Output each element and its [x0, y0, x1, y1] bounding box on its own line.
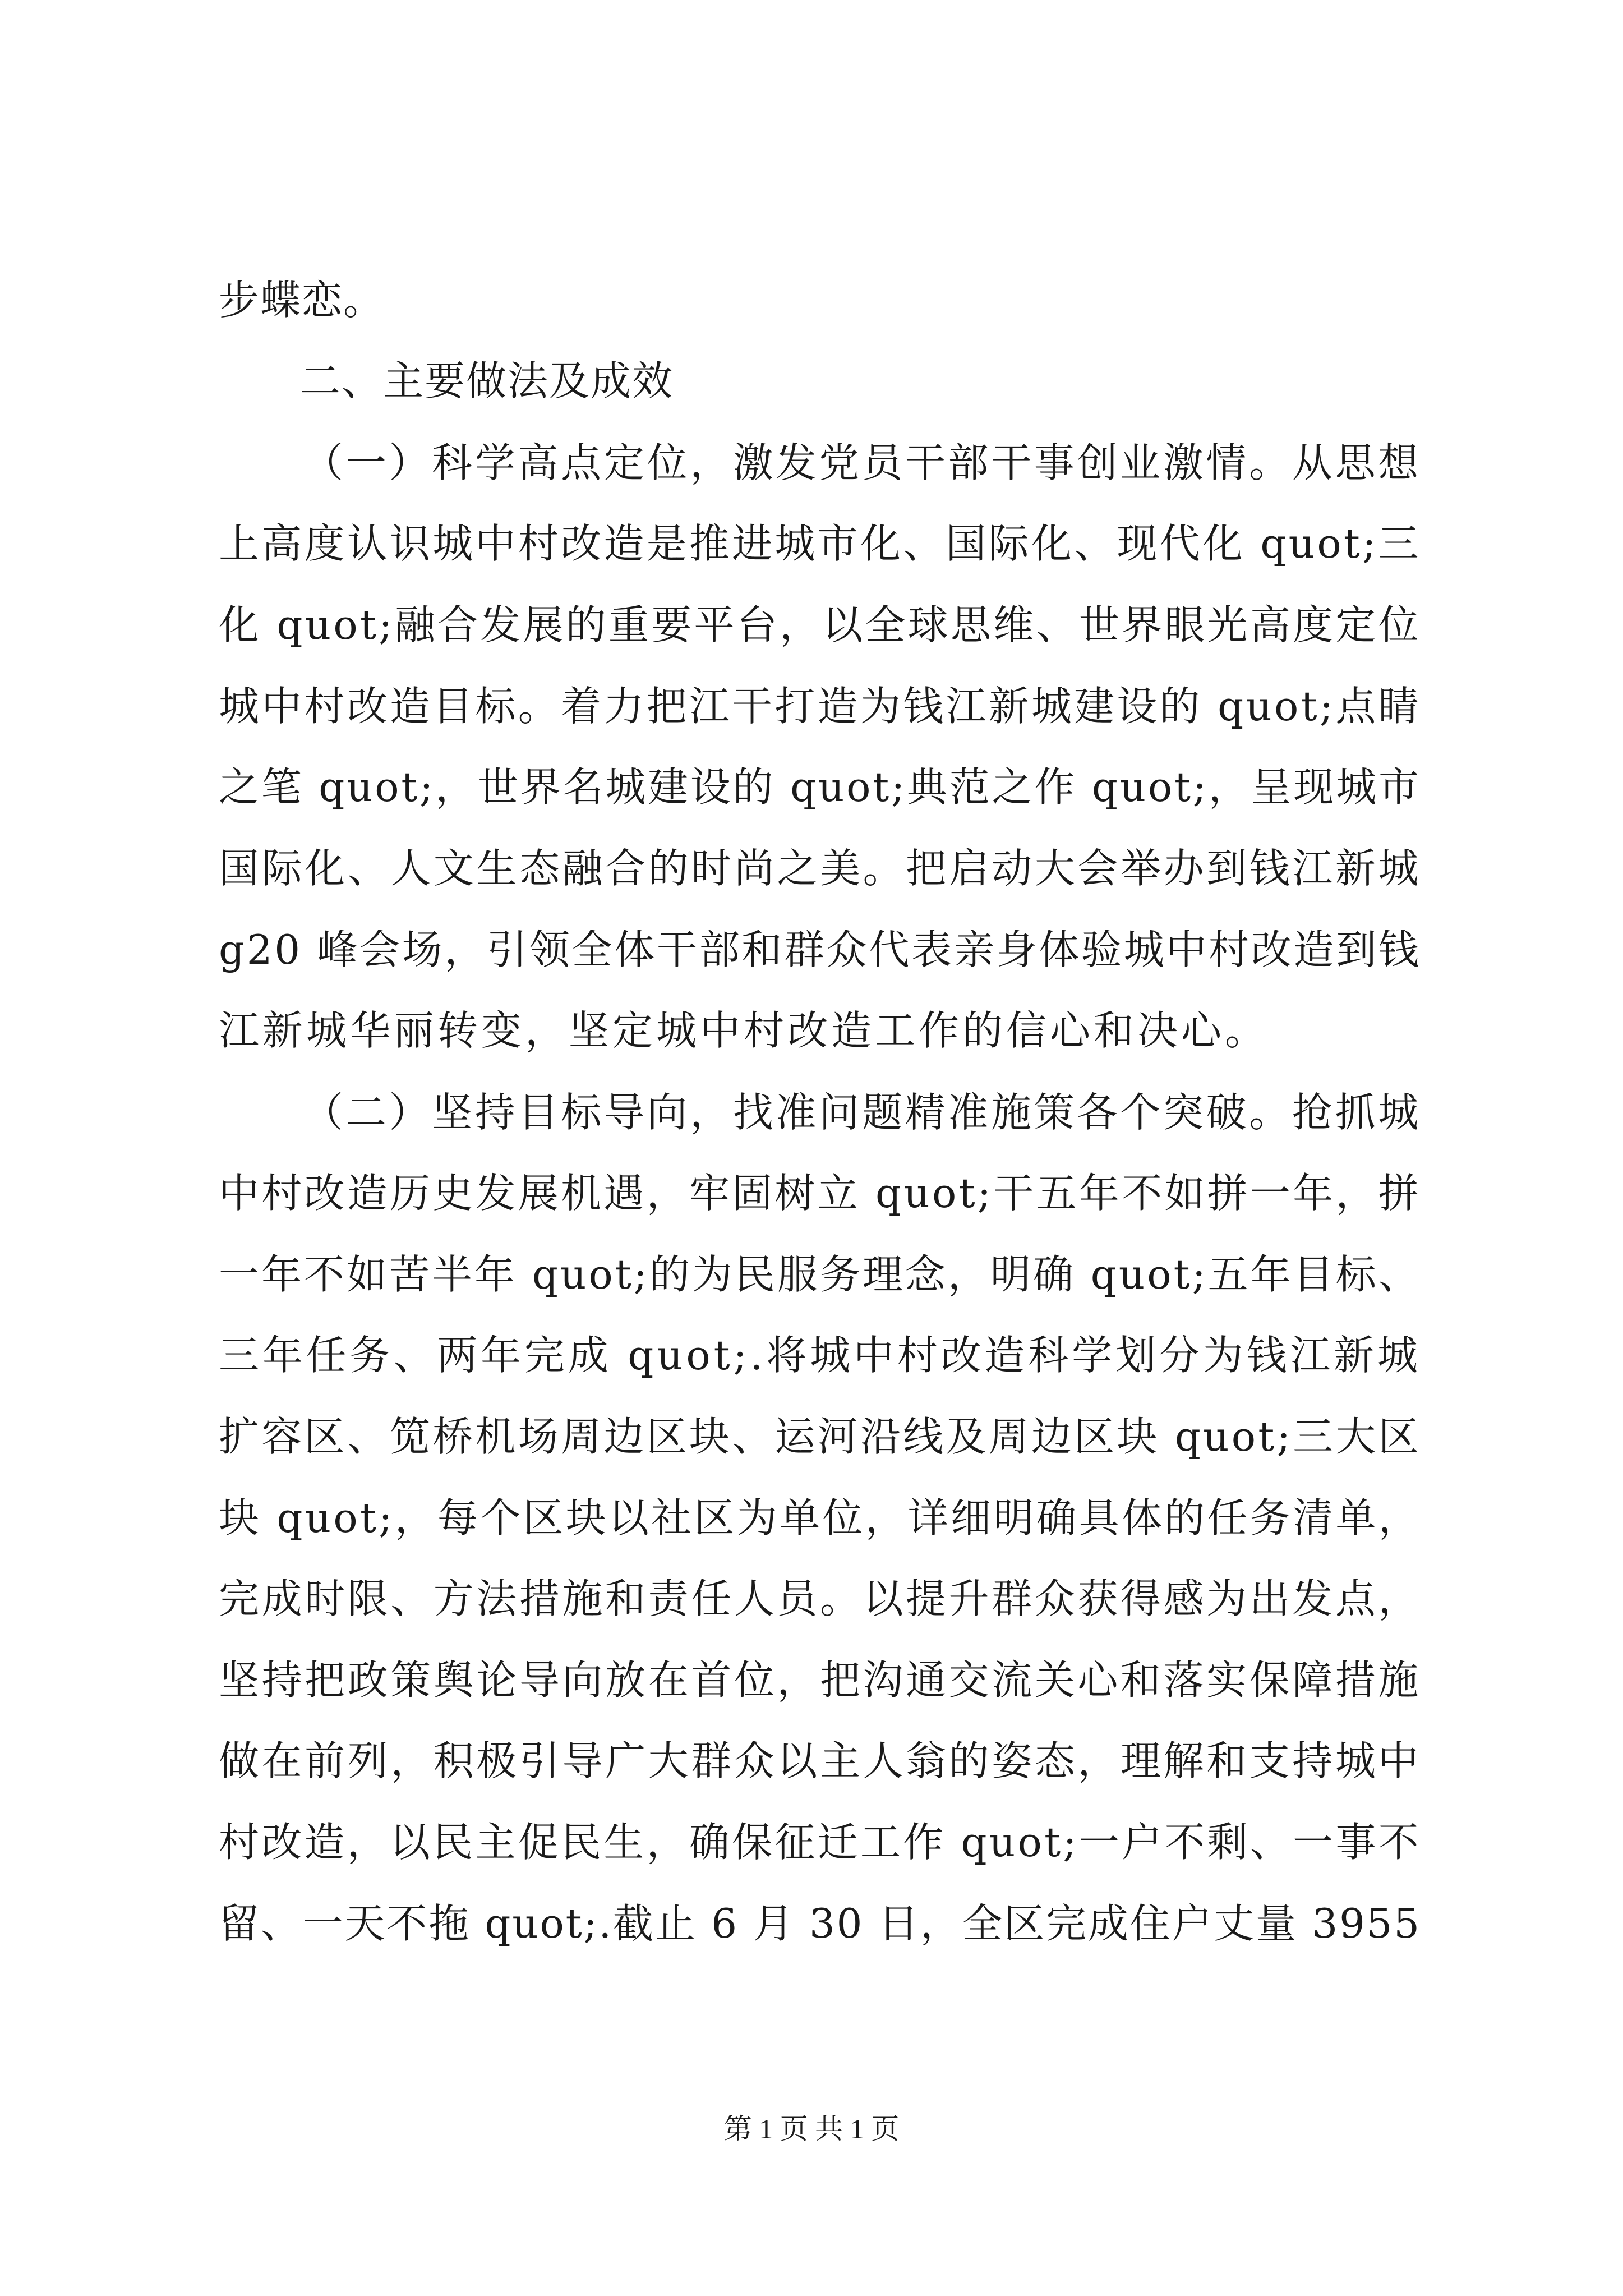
text-line: （一）科学高点定位，激发党员干部干事创业激情。从思想: [303, 439, 1422, 486]
page-footer: 第 1 页 共 1 页: [723, 2113, 900, 2145]
text-line: 做在前列，积极引导广大群众以主人翁的姿态，理解和支持城中: [219, 1737, 1422, 1784]
text-line: 留、一天不拖 quot;.截止 6 月 30 日，全区完成住户丈量 3955: [219, 1900, 1421, 1947]
text-line: （二）坚持目标导向，找准问题精准施策各个突破。抢抓城: [303, 1089, 1422, 1136]
text-line: 扩容区、笕桥机场周边区块、运河沿线及周边区块 quot;三大区: [219, 1413, 1421, 1460]
text-line: 江新城华丽转变，坚定城中村改造工作的信心和决心。: [219, 1007, 1269, 1054]
text-line: 步蝶恋。: [219, 277, 385, 324]
text-line: 一年不如苦半年 quot;的为民服务理念，明确 quot;五年目标、: [219, 1251, 1421, 1298]
text-line: 完成时限、方法措施和责任人员。以提升群众获得感为出发点，: [219, 1575, 1422, 1622]
text-line: 城中村改造目标。着力把江干打造为钱江新城建设的 quot;点睛: [219, 683, 1421, 730]
text-line: 三年任务、两年完成 quot;.将城中村改造科学划分为钱江新城: [219, 1332, 1421, 1379]
text-line: 化 quot;融合发展的重要平台，以全球思维、世界眼光高度定位: [219, 601, 1421, 648]
section-heading: 二、主要做法及成效: [300, 357, 674, 404]
text-line: 块 quot;，每个区块以社区为单位，详细明确具体的任务清单，: [219, 1494, 1421, 1542]
text-line: 中村改造历史发展机遇，牢固树立 quot;干五年不如拼一年，拼: [219, 1170, 1421, 1217]
text-line: 之笔 quot;，世界名城建设的 quot;典范之作 quot;，呈现城市: [219, 763, 1421, 811]
text-line: 国际化、人文生态融合的时尚之美。把启动大会举办到钱江新城: [219, 845, 1422, 892]
text-line: 坚持把政策舆论导向放在首位，把沟通交流关心和落实保障措施: [219, 1657, 1422, 1704]
text-line: 村改造，以民主促民生，确保征迁工作 quot;一户不剩、一事不: [219, 1819, 1421, 1866]
text-line: 上高度认识城中村改造是推进城市化、国际化、现代化 quot;三: [219, 520, 1421, 567]
text-line: g20 峰会场，引领全体干部和群众代表亲身体验城中村改造到钱: [219, 926, 1421, 973]
